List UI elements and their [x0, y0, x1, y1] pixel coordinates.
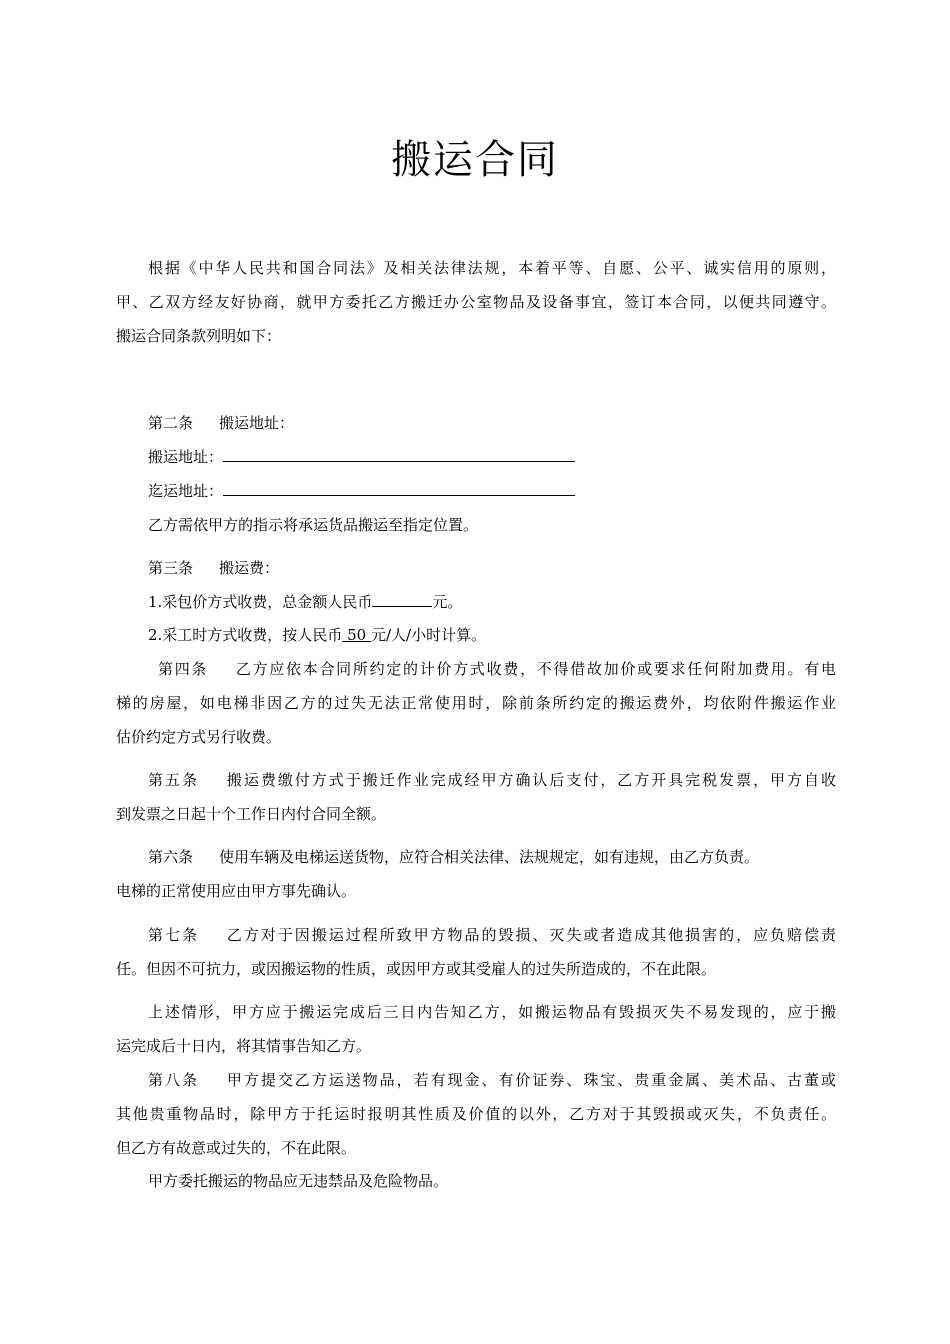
from-address-label: 搬运地址： [148, 448, 224, 466]
fee-item-2 [148, 624, 836, 646]
article-7-para-2-line-2: 运完成后十日内，将其情事告知乙方。 [116, 1037, 372, 1055]
article-5-number: 第五条 [148, 771, 199, 789]
to-address-label: 迄运地址： [148, 482, 224, 500]
article-5-line-1 [148, 769, 836, 791]
article-6-number: 第六条 [148, 848, 194, 866]
article-8-text-1: 甲方提交乙方运送物品，若有现金、有价证券、珠宝、贵重金属、美术品、古董或 [224, 1071, 836, 1089]
fee-item-1 [148, 591, 836, 613]
article-4-line-2: 梯的房屋，如电梯非因乙方的过失无法正常使用时，除前条所约定的搬运费外，均依附件搬运作业 [116, 694, 836, 712]
article-6-line-2: 电梯的正常使用应由甲方事先确认。 [116, 882, 357, 900]
article-7-line-2: 任。但因不可抗力，或因搬运物的性质，或因甲方或其受雇人的过失所造成的，不在此限。 [116, 960, 717, 978]
to-address-row [148, 480, 836, 502]
intro-line-3: 搬运合同条款列明如下： [116, 327, 282, 345]
article-8-line-2: 其他贵重物品时，除甲方于托运时报明其性质及价值的以外，乙方对于其毁损或灭失，不负责任。 [116, 1105, 836, 1123]
article-4-line-3: 估价约定方式另行收费。 [116, 728, 282, 746]
article-8-para-2: 甲方委托搬运的物品应无违禁品及危险物品。 [148, 1172, 449, 1190]
intro-line-2: 甲、乙双方经友好协商，就甲方委托乙方搬迁办公室物品及设备事宜，签订本合同，以便共同遵守。 [116, 293, 836, 311]
article-6-line-1 [148, 846, 836, 868]
article-7-number: 第七条 [148, 926, 199, 944]
article-7-para-2-line-1: 上述情形，甲方应于搬运完成后三日内告知乙方，如搬运物品有毁损灭失不易发现的，应于搬 [148, 1003, 836, 1021]
article-8-line-3: 但乙方有故意或过失的，不在此限。 [116, 1139, 357, 1157]
fee-item-2-unit: 元/人/小时计算。 [370, 626, 487, 644]
article-3-number: 第三条 [148, 559, 194, 577]
article-2-heading [148, 412, 836, 434]
article-5-text-1: 搬运费缴付方式于搬迁作业完成经甲方确认后支付，乙方开具完税发票，甲方自收 [224, 771, 836, 789]
article-4-number: 第四条 [158, 660, 209, 678]
intro-line-1: 根据《中华人民共和国合同法》及相关法律法规，本着平等、自愿、公平、诚实信用的原则， [148, 259, 836, 277]
article-4-text-1: 乙方应依本合同所约定的计价方式收费，不得借故加价或要求任何附加费用。有电 [234, 660, 836, 678]
article-2-number: 第二条 [148, 414, 194, 432]
article-5-line-2: 到发票之日起十个工作日内付合同全额。 [116, 805, 387, 823]
from-address-field[interactable] [223, 446, 575, 462]
article-3-title: 搬运费： [219, 559, 280, 577]
fee-item-1-text: 1.采包价方式收费，总金额人民币 [148, 593, 373, 611]
article-3-heading [148, 557, 836, 579]
article-4-line-1 [158, 658, 836, 680]
article-6-text-1: 使用车辆及电梯运送货物，应符合相关法律、法规规定，如有违规，由乙方负责。 [219, 848, 760, 866]
hourly-rate-value [342, 626, 371, 644]
article-8-line-1 [148, 1069, 836, 1091]
article-7-text-1: 乙方对于因搬运过程所致甲方物品的毁损、灭失或者造成其他损害的，应负赔偿责 [224, 926, 836, 944]
to-address-field[interactable] [223, 480, 575, 496]
document-title: 搬运合同 [391, 137, 559, 183]
fee-item-1-unit: 元。 [432, 593, 463, 611]
article-2-note: 乙方需依甲方的指示将承运货品搬运至指定位置。 [148, 516, 479, 534]
article-2-title: 搬运地址： [219, 414, 295, 432]
article-7-line-1 [148, 924, 836, 946]
article-8-number: 第八条 [148, 1071, 199, 1089]
total-amount-field[interactable] [372, 591, 432, 607]
fee-item-2-text: 2.采工时方式收费，按人民币 [148, 626, 343, 644]
hourly-rate-number: 50 [347, 626, 367, 644]
from-address-row [148, 446, 836, 468]
